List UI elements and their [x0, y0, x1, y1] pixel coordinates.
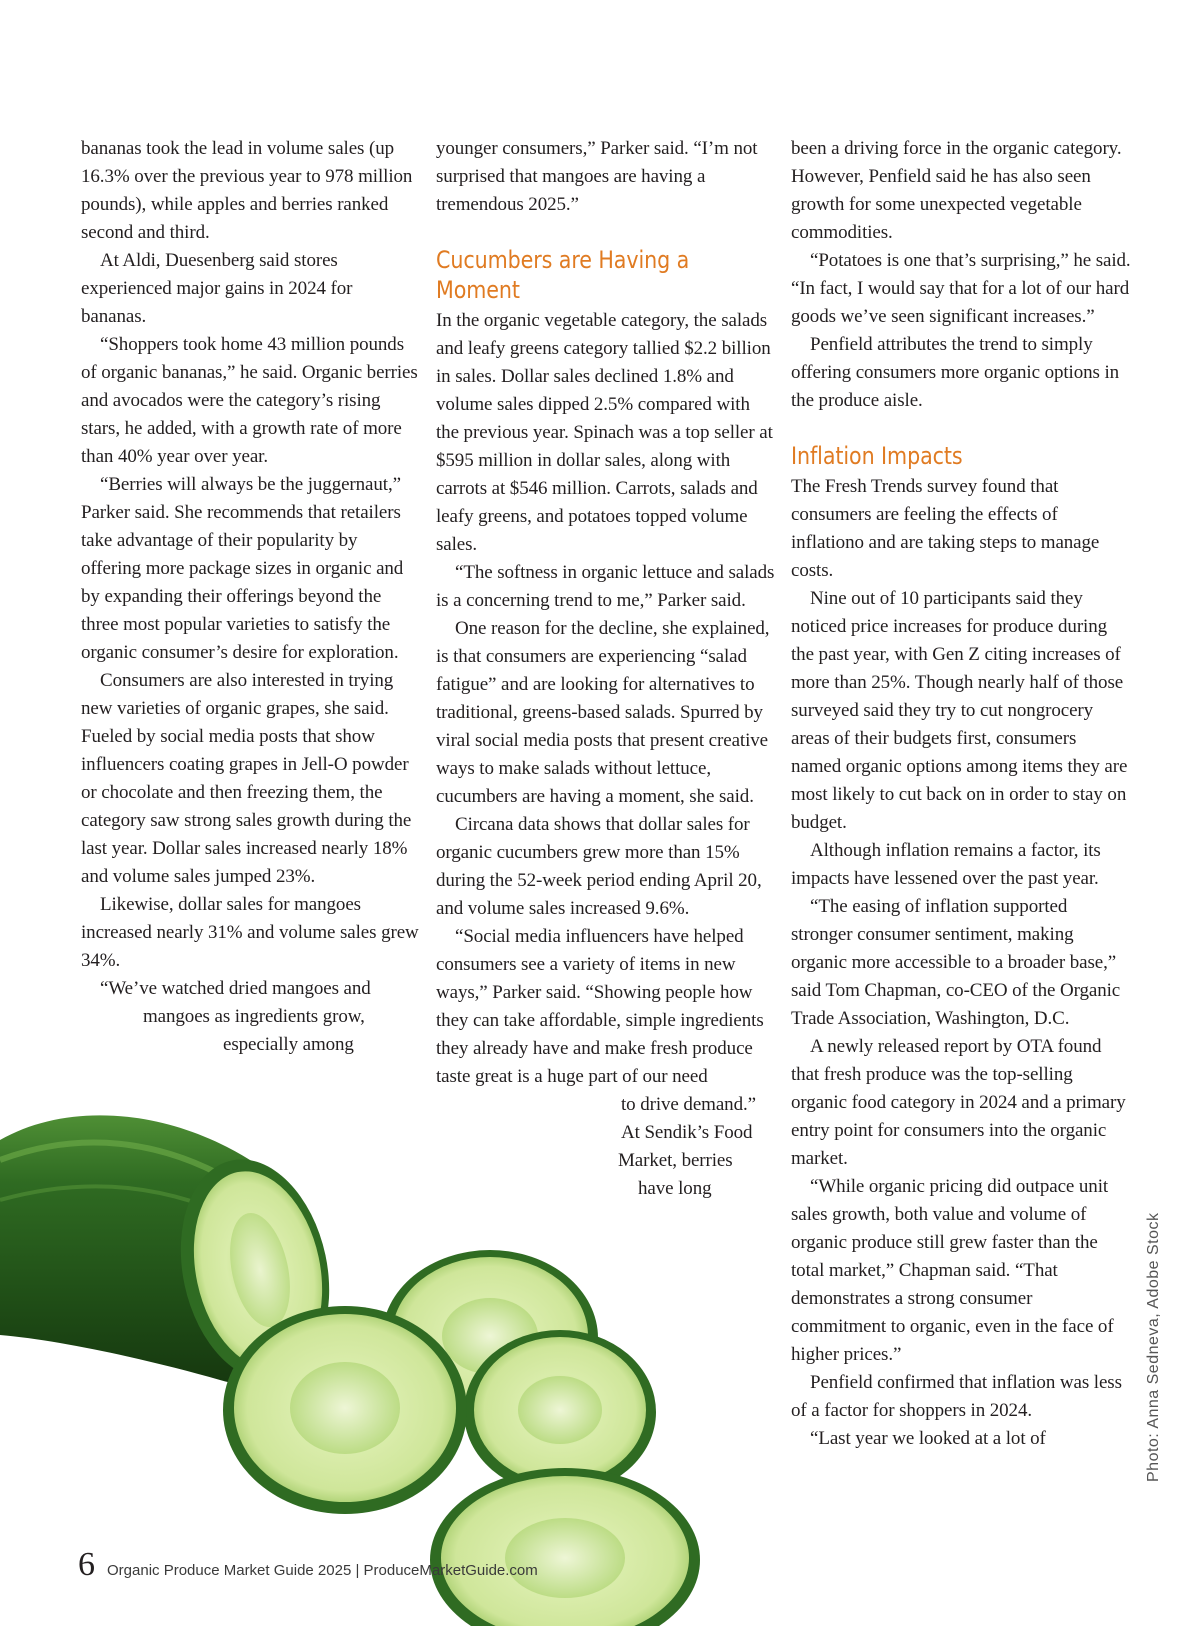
paragraph-wrap-line: especially among: [223, 1034, 354, 1055]
paragraph: Likewise, dollar sales for mangoes increased nearly 31% and volume sales grew 34%.: [81, 894, 419, 971]
paragraph: “Social media influencers have helped consumers see a variety of items in new ways,” Parker said. “Showing people how they can take affordable, simple ingredients they already have and make fresh produce taste great is a huge part of our need: [436, 926, 764, 1087]
cucumber-slice: [223, 1306, 467, 1514]
paragraph: In the organic vegetable category, the salads and leafy greens category tallied $2.2 billion in sales. Dollar sales declined 1.8% and volume sales dipped 2.5% compared with the previous year. Spinach was a top seller at $595 million in dollar sales, along with carrots at $546 million. Carrots, salads and leafy greens, and potatoes topped volume sales.: [436, 310, 773, 555]
footer-publication: Organic Produce Market Guide 2025 | ProduceMarketGuide.com: [107, 1562, 538, 1579]
paragraph-wrap-line: to drive demand.”: [621, 1094, 756, 1115]
paragraph: Penfield confirmed that inflation was less of a factor for shoppers in 2024.: [791, 1372, 1122, 1421]
paragraph: Penfield attributes the trend to simply offering consumers more organic options in the produce aisle.: [791, 334, 1120, 411]
article-column-1: [81, 135, 421, 1059]
paragraph: “While organic pricing did outpace unit sales growth, both value and volume of organic produce still grew faster than the total market,” Chapman said. “That demonstrates a strong consumer commitment to organic, even in the face of higher prices.”: [791, 1176, 1114, 1365]
paragraph: Consumers are also interested in trying new varieties of organic grapes, she said. Fueled by social media posts that show influencers coating grapes in Jell-O powder or chocolate and then freezing them, the category saw strong sales growth during the last year. Dollar sales increased nearly 18% and volume sales jumped 23%.: [81, 670, 412, 887]
article-column-2: [436, 135, 776, 1203]
paragraph-wrap-line: “We’ve watched dried mangoes and: [100, 978, 371, 999]
paragraph: “Last year we looked at a lot of: [810, 1428, 1046, 1449]
article-column-3: [791, 135, 1131, 1453]
paragraph: Circana data shows that dollar sales for organic cucumbers grew more than 15% during the 52-week period ending April 20, and volume sales increased 9.6%.: [436, 814, 762, 919]
photo-credit: Photo: Anna Sedneva, Adobe Stock: [1145, 1212, 1162, 1482]
paragraph: At Aldi, Duesenberg said stores experienced major gains in 2024 for bananas.: [81, 250, 353, 327]
paragraph: One reason for the decline, she explained, is that consumers are experiencing “salad fatigue” and are looking for alternatives to traditional, greens-based salads. Spurred by viral social media posts that present creative ways to make salads without lettuce, cucumbers are having a moment, she said.: [436, 618, 770, 807]
paragraph-wrap-line: At Sendik’s Food: [621, 1122, 753, 1143]
paragraph: Although inflation remains a factor, its impacts have lessened over the past year.: [791, 840, 1101, 889]
paragraph-wrap-line: mangoes as ingredients grow,: [143, 1006, 365, 1027]
paragraph: A newly released report by OTA found that fresh produce was the top-selling organic food category in 2024 and a primary entry point for consumers into the organic market.: [791, 1036, 1126, 1169]
paragraph: bananas took the lead in volume sales (up 16.3% over the previous year to 978 million pounds), while apples and berries ranked second and third.: [81, 138, 413, 243]
paragraph: “The easing of inflation supported stronger consumer sentiment, making organic more accessible to a broader base,” said Tom Chapman, co-CEO of the Organic Trade Association, Washington, D.C.: [791, 896, 1121, 1029]
paragraph: “Shoppers took home 43 million pounds of organic bananas,” he said. Organic berries and avocados were the category’s rising stars, he added, with a growth rate of more than 40% year over year.: [81, 334, 418, 467]
paragraph: “Berries will always be the juggernaut,” Parker said. She recommends that retailers take advantage of their popularity by offering more package sizes in organic and by expanding their offerings beyond the three most popular varieties to satisfy the organic consumer’s desire for exploration.: [81, 474, 404, 663]
paragraph-wrap-line: have long: [638, 1178, 712, 1199]
section-heading-inflation: Inflation Impacts: [791, 442, 963, 470]
section-heading-cucumbers: Cucumbers are Having a Moment: [436, 246, 690, 304]
paragraph: younger consumers,” Parker said. “I’m not surprised that mangoes are having a tremendous 2025.”: [436, 138, 758, 215]
paragraph: “The softness in organic lettuce and salads is a concerning trend to me,” Parker said.: [436, 562, 775, 611]
paragraph: Nine out of 10 participants said they noticed price increases for produce during the past year, with Gen Z citing increases of more than 25%. Though nearly half of those surveyed said they try to cut nongrocery areas of their budgets first, consumers named organic options among items they are most likely to cut back on in order to stay on budget.: [791, 588, 1128, 833]
paragraph: been a driving force in the organic category. However, Penfield said he has also seen growth for some unexpected vegetable commodities.: [791, 138, 1122, 243]
page-footer: [78, 1546, 538, 1586]
paragraph-wrap-line: Market, berries: [618, 1150, 733, 1171]
page-number: 6: [78, 1546, 95, 1583]
paragraph: “Potatoes is one that’s surprising,” he said. “In fact, I would say that for a lot of our hard goods we’ve seen significant increases.”: [791, 250, 1131, 327]
paragraph: The Fresh Trends survey found that consumers are feeling the effects of inflationo and are taking steps to manage costs.: [791, 476, 1100, 581]
